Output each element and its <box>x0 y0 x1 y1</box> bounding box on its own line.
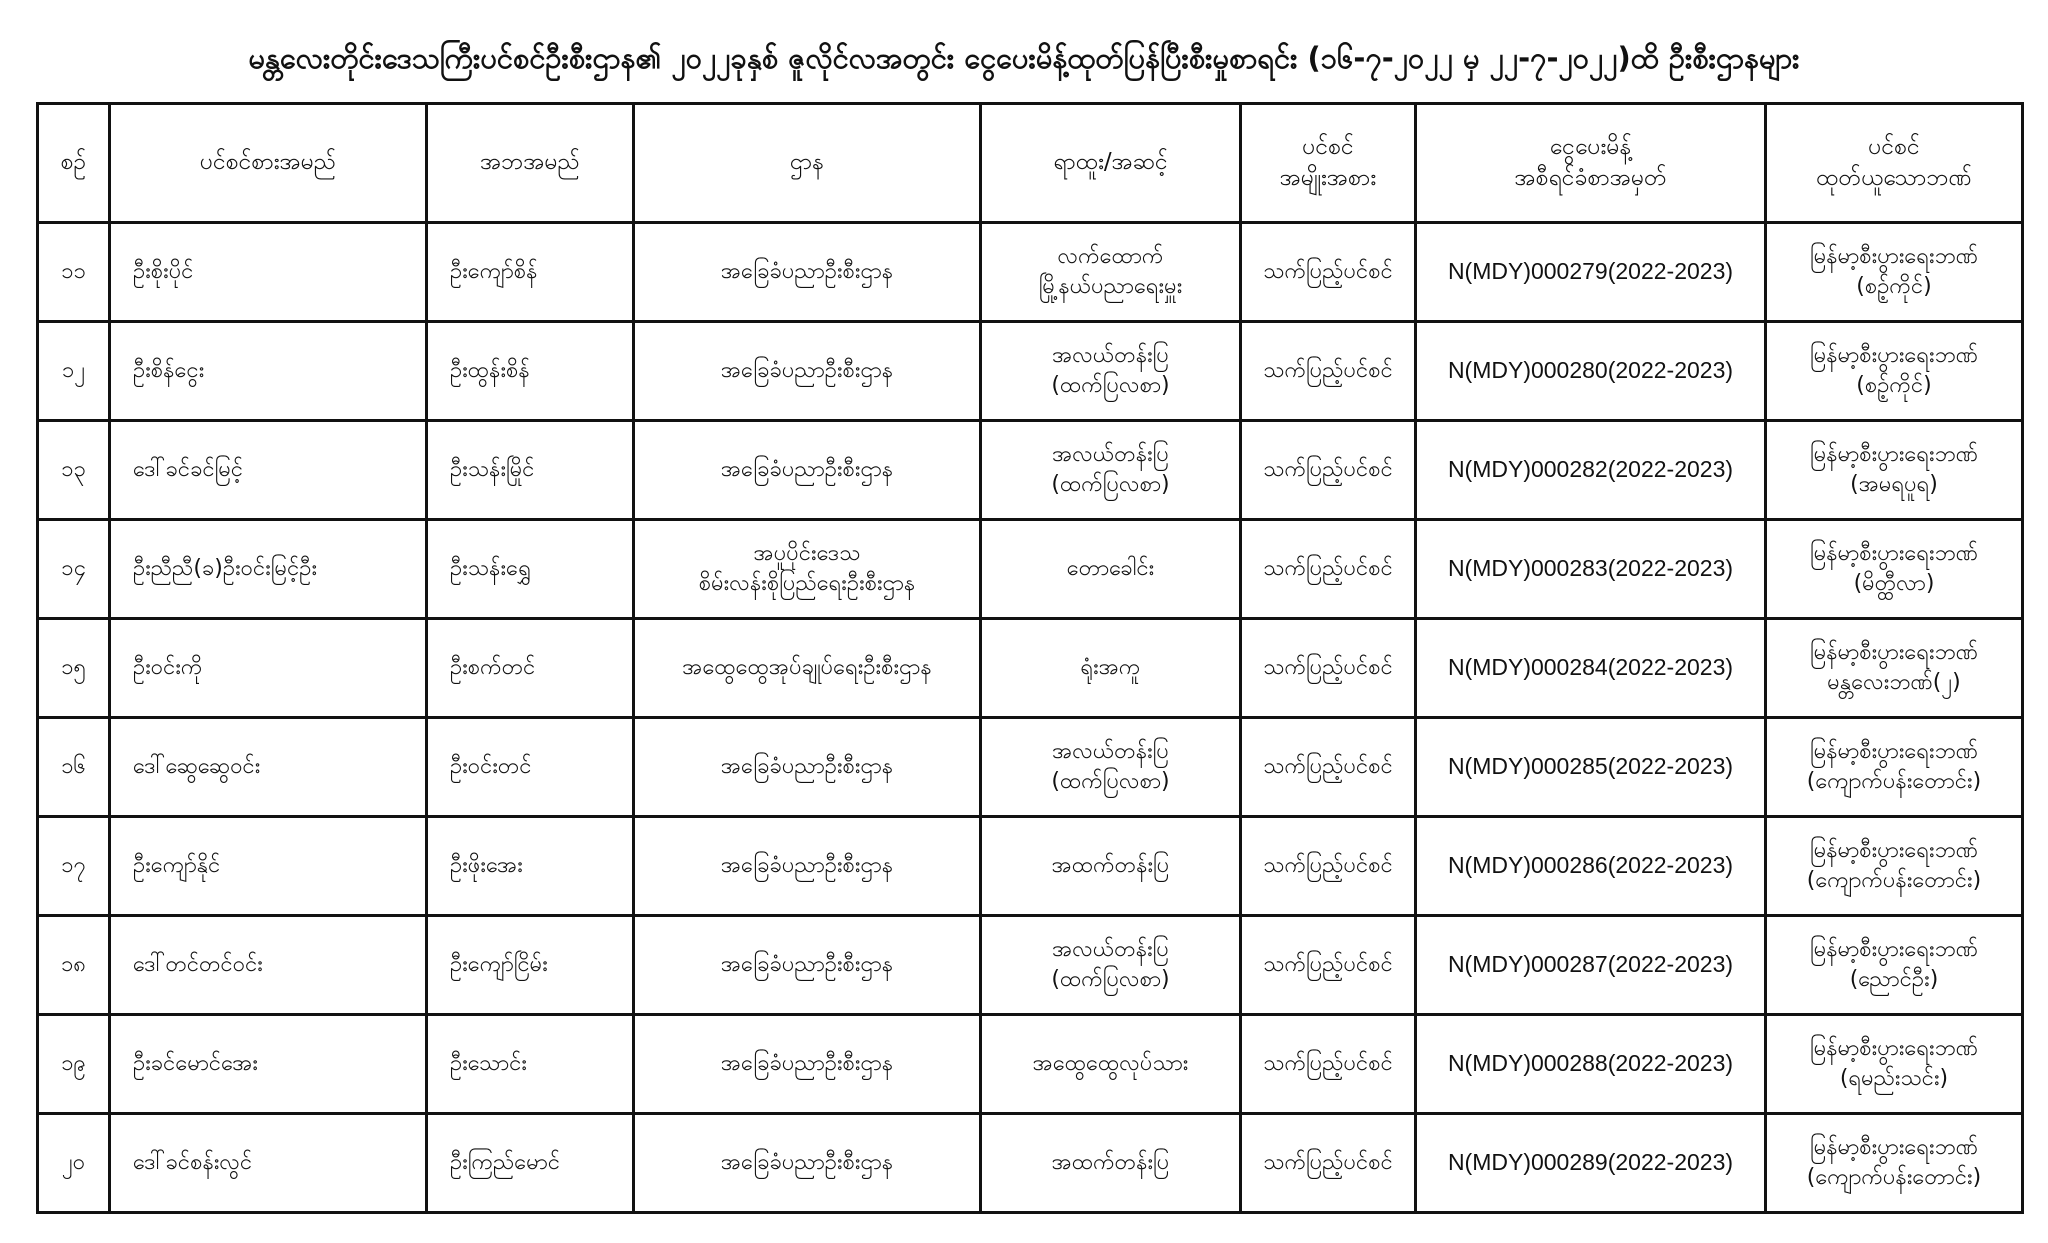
cell-department <box>634 322 981 421</box>
cell-line: အလယ်တန်းပြ <box>1052 442 1169 468</box>
cell-position <box>981 223 1241 322</box>
cell-line: (အမရပူရ) <box>1850 472 1938 497</box>
table-row <box>38 916 2023 1015</box>
header-father-name: အဘအမည် <box>427 104 634 223</box>
cell-position <box>981 718 1241 817</box>
cell-serial: ၁၄ <box>38 520 110 619</box>
cell-payment-order: N(MDY)000280(2022-2023) <box>1416 322 1766 421</box>
cell-line: အခြေခံပညာဦးစီးဌာန <box>720 952 894 978</box>
cell-pensioner-name: ဒေါ်တင်တင်ဝင်း <box>110 916 427 1015</box>
cell-bank <box>1766 421 2023 520</box>
cell-pensioner-name: ဒေါ်ဆွေဆွေဝင်း <box>110 718 427 817</box>
header-payment-order <box>1416 104 1766 223</box>
cell-department <box>634 619 981 718</box>
cell-department <box>634 223 981 322</box>
cell-pension-type: သက်ပြည့်ပင်စင် <box>1241 817 1416 916</box>
cell-line: အမျိုးအစား <box>1279 165 1377 191</box>
cell-line: (စဉ့်ကိုင်) <box>1856 274 1932 299</box>
header-serial: စဉ် <box>38 104 110 223</box>
cell-line: (ကျောက်ပန်းတောင်း) <box>1806 1165 1982 1190</box>
cell-line: စိမ်းလန်းစိုပြည်ရေးဦးစီးဌာန <box>698 571 916 596</box>
cell-position <box>981 1114 1241 1213</box>
cell-father-name: ဦးကြည်မောင် <box>427 1114 634 1213</box>
table-row <box>38 718 2023 817</box>
cell-line: မြန်မာ့စီးပွားရေးဘဏ် <box>1810 1135 1978 1161</box>
cell-position <box>981 520 1241 619</box>
cell-pension-type: သက်ပြည့်ပင်စင် <box>1241 916 1416 1015</box>
table-row <box>38 619 2023 718</box>
cell-father-name: ဦးစက်တင် <box>427 619 634 718</box>
cell-serial: ၁၁ <box>38 223 110 322</box>
cell-line: အခြေခံပညာဦးစီးဌာန <box>720 1150 894 1176</box>
cell-pensioner-name: ဦးညီညီ(ခ)ဦးဝင်းမြင့်ဦး <box>110 520 427 619</box>
cell-serial: ၂၀ <box>38 1114 110 1213</box>
cell-serial: ၁၂ <box>38 322 110 421</box>
cell-bank <box>1766 1114 2023 1213</box>
header-position: ရာထူး/အဆင့် <box>981 104 1241 223</box>
cell-line: အခြေခံပညာဦးစီးဌာန <box>720 457 894 483</box>
cell-line: အလယ်တန်းပြ <box>1052 343 1169 369</box>
cell-line: ငွေပေးမိန့် <box>1549 133 1632 160</box>
cell-line: မြို့နယ်ပညာရေးမှူး <box>1038 274 1183 299</box>
cell-bank <box>1766 916 2023 1015</box>
cell-line: (ထက်ပြလစာ) <box>1051 472 1170 497</box>
cell-payment-order: N(MDY)000285(2022-2023) <box>1416 718 1766 817</box>
table-row <box>38 1114 2023 1213</box>
cell-position <box>981 421 1241 520</box>
cell-pension-type: သက်ပြည့်ပင်စင် <box>1241 718 1416 817</box>
cell-bank <box>1766 718 2023 817</box>
cell-line: ရုံးအကူ <box>1080 655 1141 681</box>
cell-line: ဌာန <box>789 149 825 176</box>
cell-pensioner-name: ဦးကျော်နိုင် <box>110 817 427 916</box>
cell-position <box>981 322 1241 421</box>
cell-father-name: ဦးထွန်းစိန် <box>427 322 634 421</box>
table-header-row <box>38 104 2023 223</box>
cell-department <box>634 1114 981 1213</box>
cell-department <box>634 817 981 916</box>
cell-line: (ညောင်ဦး) <box>1849 967 1939 992</box>
cell-serial: ၁၇ <box>38 817 110 916</box>
cell-pension-type: သက်ပြည့်ပင်စင် <box>1241 1114 1416 1213</box>
cell-line: အထွေထွေလုပ်သား <box>1032 1051 1189 1077</box>
cell-line: (ထက်ပြလစာ) <box>1051 373 1170 398</box>
cell-payment-order: N(MDY)000282(2022-2023) <box>1416 421 1766 520</box>
cell-bank <box>1766 520 2023 619</box>
document-title: မန္တလေးတိုင်းဒေသကြီးပင်စင်ဦးစီးဌာန၏ ၂၀၂၂ခုနှစ် ဇူလိုင်လအတွင်း ငွေပေးမိန့်ထုတ်ပြန်ပြီးစီးမှုစာရင်း (၁၆-၇-၂၀၂၂ မှ ၂၂-၇-၂၀၂၂)ထိ ဦးစီးဌာနများ <box>248 41 1800 75</box>
cell-pension-type: သက်ပြည့်ပင်စင် <box>1241 223 1416 322</box>
cell-line: အလယ်တန်းပြ <box>1052 937 1169 963</box>
cell-serial: ၁၃ <box>38 421 110 520</box>
cell-position <box>981 817 1241 916</box>
table-row <box>38 520 2023 619</box>
cell-line: မြန်မာ့စီးပွားရေးဘဏ် <box>1810 1036 1978 1062</box>
cell-line: (စဉ့်ကိုင်) <box>1856 373 1932 398</box>
table-row <box>38 1015 2023 1114</box>
cell-line: အခြေခံပညာဦးစီးဌာန <box>720 358 894 384</box>
table-row <box>38 223 2023 322</box>
table-row <box>38 817 2023 916</box>
cell-position <box>981 1015 1241 1114</box>
cell-line: (ကျောက်ပန်းတောင်း) <box>1806 769 1982 794</box>
cell-line: အထက်တန်းပြ <box>1051 1150 1170 1176</box>
cell-line: အခြေခံပညာဦးစီးဌာန <box>720 754 894 780</box>
cell-line: မြန်မာ့စီးပွားရေးဘဏ် <box>1810 640 1978 666</box>
cell-department <box>634 718 981 817</box>
cell-line: အထွေထွေအုပ်ချုပ်ရေးဦးစီးဌာန <box>682 655 932 681</box>
cell-line: အခြေခံပညာဦးစီးဌာန <box>720 853 894 879</box>
cell-father-name: ဦးဝင်းတင် <box>427 718 634 817</box>
cell-pensioner-name: ဒေါ်ခင်ခင်မြင့် <box>110 421 427 520</box>
cell-pension-type: သက်ပြည့်ပင်စင် <box>1241 520 1416 619</box>
cell-line: လက်ထောက် <box>1057 244 1164 270</box>
cell-serial: ၁၅ <box>38 619 110 718</box>
cell-line: အစီရင်ခံစာအမှတ် <box>1514 165 1667 191</box>
header-department <box>634 104 981 223</box>
cell-position <box>981 916 1241 1015</box>
table-row <box>38 421 2023 520</box>
header-pension-type <box>1241 104 1416 223</box>
cell-line: ထုတ်ယူသောဘဏ် <box>1816 165 1972 191</box>
cell-father-name: ဦးကျော်စိန် <box>427 223 634 322</box>
cell-line: (ကျောက်ပန်းတောင်း) <box>1806 868 1982 893</box>
cell-pensioner-name: ဦးဝင်းကို <box>110 619 427 718</box>
cell-line: မြန်မာ့စီးပွားရေးဘဏ် <box>1810 541 1978 567</box>
cell-pensioner-name: ဦးစိန်ငွေး <box>110 322 427 421</box>
cell-line: အခြေခံပညာဦးစီးဌာန <box>720 1051 894 1077</box>
cell-pension-type: သက်ပြည့်ပင်စင် <box>1241 1015 1416 1114</box>
cell-serial: ၁၈ <box>38 916 110 1015</box>
table-body <box>38 223 2023 1213</box>
cell-payment-order: N(MDY)000283(2022-2023) <box>1416 520 1766 619</box>
cell-line: (မိတ္ထီလာ) <box>1853 571 1935 596</box>
cell-bank <box>1766 619 2023 718</box>
cell-line: မြန်မာ့စီးပွားရေးဘဏ် <box>1810 442 1978 468</box>
cell-payment-order: N(MDY)000288(2022-2023) <box>1416 1015 1766 1114</box>
cell-father-name: ဦးသန်းရွှေ <box>427 520 634 619</box>
cell-pensioner-name: ဦးခင်မောင်အေး <box>110 1015 427 1114</box>
cell-line: အထက်တန်းပြ <box>1051 853 1170 879</box>
cell-line: ပင်စင် <box>1302 133 1354 160</box>
cell-position <box>981 619 1241 718</box>
cell-bank <box>1766 817 2023 916</box>
cell-line: (ရမည်းသင်း) <box>1839 1066 1949 1091</box>
cell-father-name: ဦးဖိုးအေး <box>427 817 634 916</box>
cell-line: မြန်မာ့စီးပွားရေးဘဏ် <box>1810 739 1978 765</box>
header-pensioner-name: ပင်စင်စားအမည် <box>110 104 427 223</box>
cell-pension-type: သက်ပြည့်ပင်စင် <box>1241 619 1416 718</box>
cell-line: ပင်စင် <box>1868 133 1920 160</box>
cell-pension-type: သက်ပြည့်ပင်စင် <box>1241 421 1416 520</box>
cell-department <box>634 421 981 520</box>
cell-payment-order: N(MDY)000289(2022-2023) <box>1416 1114 1766 1213</box>
cell-line: မြန်မာ့စီးပွားရေးဘဏ် <box>1810 244 1978 270</box>
cell-pensioner-name: ဒေါ်ခင်စန်းလွင် <box>110 1114 427 1213</box>
cell-father-name: ဦးကျော်ငြိမ်း <box>427 916 634 1015</box>
cell-line: (ထက်ပြလစာ) <box>1051 967 1170 992</box>
cell-line: မြန်မာ့စီးပွားရေးဘဏ် <box>1810 937 1978 963</box>
cell-pensioner-name: ဦးစိုးပိုင် <box>110 223 427 322</box>
cell-line: တောခေါင်း <box>1066 556 1155 582</box>
cell-line: မန္တလေးဘဏ်(၂) <box>1827 670 1961 695</box>
cell-payment-order: N(MDY)000279(2022-2023) <box>1416 223 1766 322</box>
cell-department <box>634 520 981 619</box>
cell-line: အပူပိုင်းဒေသ <box>753 541 861 567</box>
table-row <box>38 322 2023 421</box>
cell-bank <box>1766 322 2023 421</box>
cell-father-name: ဦးသောင်း <box>427 1015 634 1114</box>
cell-serial: ၁၆ <box>38 718 110 817</box>
pension-register-table <box>36 102 2024 1214</box>
cell-department <box>634 916 981 1015</box>
header-pay-bank <box>1766 104 2023 223</box>
cell-bank <box>1766 1015 2023 1114</box>
cell-payment-order: N(MDY)000287(2022-2023) <box>1416 916 1766 1015</box>
cell-line: အခြေခံပညာဦးစီးဌာန <box>720 259 894 285</box>
cell-serial: ၁၉ <box>38 1015 110 1114</box>
cell-department <box>634 1015 981 1114</box>
cell-line: အလယ်တန်းပြ <box>1052 739 1169 765</box>
cell-bank <box>1766 223 2023 322</box>
cell-pension-type: သက်ပြည့်ပင်စင် <box>1241 322 1416 421</box>
cell-payment-order: N(MDY)000284(2022-2023) <box>1416 619 1766 718</box>
cell-line: မြန်မာ့စီးပွားရေးဘဏ် <box>1810 838 1978 864</box>
cell-payment-order: N(MDY)000286(2022-2023) <box>1416 817 1766 916</box>
cell-line: မြန်မာ့စီးပွားရေးဘဏ် <box>1810 343 1978 369</box>
cell-line: (ထက်ပြလစာ) <box>1051 769 1170 794</box>
cell-father-name: ဦးသန်းမြိုင် <box>427 421 634 520</box>
